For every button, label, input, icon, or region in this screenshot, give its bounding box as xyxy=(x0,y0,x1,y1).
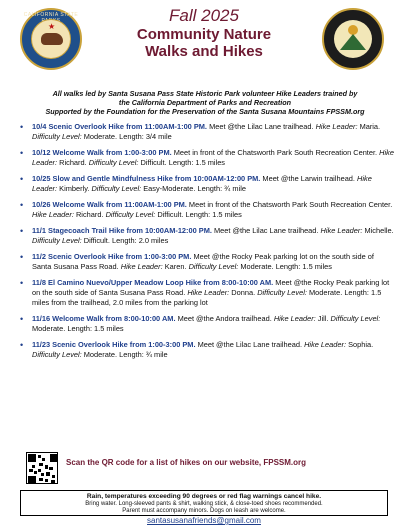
hike-difficulty-label: Difficulty Level: xyxy=(330,314,381,323)
intro-text: All walks led by Santa Susana Pass State Historic Park volunteer Hike Leaders trained by the California Department of Parks and Recreation Supported by the Foundation for the Preservation of the Santa Susana Mountains FPSSM.org xyxy=(45,89,365,117)
hike-title: 10/26 Welcome Walk from 11:00AM-1:00 PM. xyxy=(32,200,187,209)
hike-difficulty: Easy-Moderate. xyxy=(143,184,196,193)
hike-leader: Maria. xyxy=(359,122,381,131)
hike-length: Length: 1.5 miles xyxy=(275,262,332,271)
qr-module xyxy=(50,454,58,462)
qr-module xyxy=(32,465,35,468)
hike-title: 10/25 Slow and Gentle Mindfulness Hike from 10:00AM-12:00 PM. xyxy=(32,174,261,183)
hike-difficulty: Moderate. xyxy=(83,350,118,359)
qr-module xyxy=(39,478,43,481)
hike-difficulty: Difficult. xyxy=(157,210,184,219)
hike-title: 11/8 El Camino Nuevo/Upper Meadow Loop Hike from 8:00-10:00 AM. xyxy=(32,278,274,287)
hike-difficulty-label: Difficulty Level: xyxy=(32,350,82,359)
hike-title: 11/2 Scenic Overlook Hike from 1:00-3:00 PM. xyxy=(32,252,192,261)
hike-difficulty-label: Difficulty Level: xyxy=(88,158,139,167)
hike-list xyxy=(18,122,394,360)
qr-module xyxy=(28,454,36,462)
qr-code[interactable] xyxy=(26,452,58,484)
hike-length: Length: 3/4 mile xyxy=(119,132,172,141)
qr-caption: Scan the QR code for a list of hikes on our website, FPSSM.org xyxy=(66,458,307,467)
hike-length: Length: ¾ mile xyxy=(119,350,168,359)
hike-leader: Karen. xyxy=(164,262,187,271)
hike-meeting-place: Meet in front of the Chatsworth Park South Recreation Center. xyxy=(173,148,378,157)
qr-module xyxy=(46,472,50,476)
hike-leader: Kimberly. xyxy=(59,184,90,193)
hike-item xyxy=(18,252,394,272)
bear-icon xyxy=(41,33,63,45)
california-state-parks-logo: CALIFORNIA STATE ★ xyxy=(20,8,82,70)
footer-recommendation: Bring water. Long-sleeved pants & shirt, walking stick, & close-toed shoes recommended. xyxy=(85,501,323,507)
hike-meeting-place: Meet @the Rocky Peak parking lot on the south side of Santa Susana Pass Road. xyxy=(32,278,390,297)
qr-module xyxy=(39,463,43,466)
hike-leader: Donna. xyxy=(231,288,256,297)
footer-policy: Parent must accompany minors. Dogs on leash are welcome. xyxy=(122,508,286,515)
qr-module xyxy=(41,473,44,476)
star-icon: ★ xyxy=(48,22,56,31)
hike-title: 10/12 Welcome Walk from 1:00-3:00 PM. xyxy=(32,148,172,157)
hike-difficulty: Moderate. xyxy=(83,132,118,141)
hike-leader: Richard. xyxy=(75,210,104,219)
hike-length: Length: 1.5 miles from the trailhead, 2.0 miles from the parking lot xyxy=(32,288,382,307)
qr-module xyxy=(38,455,41,458)
qr-module xyxy=(34,471,37,474)
hike-leader-label: Hike Leader: xyxy=(32,210,74,219)
hike-length: Length: 1.5 miles xyxy=(185,210,242,219)
hike-leader-label: Hike Leader: xyxy=(32,148,394,167)
hike-difficulty: Moderate. xyxy=(308,288,343,297)
hike-length: Length: 2.0 miles xyxy=(111,236,169,245)
hike-title: 11/1 Stagecoach Trail Hike from 10:00AM-12:00 PM. xyxy=(32,226,212,235)
hike-leader: Jill. xyxy=(317,314,329,323)
hike-title: 11/16 Welcome Walk from 8:00-10:00 AM. xyxy=(32,314,176,323)
qr-module xyxy=(29,469,33,472)
hike-length: Length: ¾ mile xyxy=(197,184,246,193)
hike-length: Length: 1.5 miles xyxy=(67,324,124,333)
hike-difficulty-label: Difficulty Level: xyxy=(32,132,82,141)
hike-length: Length: 1.5 miles xyxy=(168,158,226,167)
hike-difficulty: Difficult. xyxy=(140,158,167,167)
fpssm-foundation-logo xyxy=(322,8,384,70)
main-title-line1: Community Nature xyxy=(136,26,272,43)
hike-item xyxy=(18,174,394,194)
hike-leader-label: Hike Leader: xyxy=(32,174,372,193)
hike-item xyxy=(18,278,394,308)
hike-item xyxy=(18,148,394,168)
hike-meeting-place: Meet @the Andora trailhead. xyxy=(177,314,272,323)
hike-leader-label: Hike Leader: xyxy=(320,226,363,235)
hike-meeting-place: Meet @the Lilac Lane trailhead. xyxy=(213,226,319,235)
hike-difficulty: Difficult. xyxy=(83,236,110,245)
qr-module xyxy=(42,458,45,461)
hike-leader-label: Hike Leader: xyxy=(273,314,316,323)
mountain-icon xyxy=(340,34,366,50)
hike-title: 10/4 Scenic Overlook Hike from 11:00AM-1:00 PM. xyxy=(32,122,207,131)
qr-module xyxy=(51,480,55,483)
hike-item xyxy=(18,226,394,246)
hike-difficulty-label: Difficulty Level: xyxy=(188,262,239,271)
hike-leader-label: Hike Leader: xyxy=(120,262,163,271)
hike-difficulty: Moderate. xyxy=(240,262,274,271)
qr-module xyxy=(49,467,53,470)
qr-module xyxy=(52,475,55,478)
footer-warning: Rain, temperatures exceeding 90 degrees or red flag warnings cancel hike. xyxy=(86,493,322,500)
hike-item xyxy=(18,314,394,334)
hike-item xyxy=(18,122,394,142)
hike-leader: Sophia. xyxy=(348,340,374,349)
hike-leader-label: Hike Leader: xyxy=(304,340,346,349)
hike-leader: Richard. xyxy=(59,158,87,167)
season-title: Fall 2025 xyxy=(169,6,239,25)
hike-title: 11/23 Scenic Overlook Hike from 1:00-3:00 PM. xyxy=(32,340,196,349)
hike-meeting-place: Meet @the Lilac Lane trailhead. xyxy=(197,340,303,349)
hike-item xyxy=(18,340,394,360)
hike-leader-label: Hike Leader: xyxy=(187,288,230,297)
title-block xyxy=(95,6,313,60)
hike-leader-label: Hike Leader: xyxy=(315,122,358,131)
hike-meeting-place: Meet @the Lilac Lane trailhead. xyxy=(209,122,314,131)
qr-module xyxy=(28,476,36,484)
hike-leader: Michelle. xyxy=(364,226,394,235)
qr-module xyxy=(38,469,41,472)
hike-item xyxy=(18,200,394,220)
hike-difficulty: Moderate. xyxy=(32,324,66,333)
contact-email-link[interactable]: santasusanafriends@gmail.com xyxy=(147,516,261,525)
flyer-header xyxy=(0,0,408,88)
hike-difficulty-label: Difficulty Level: xyxy=(91,184,142,193)
qr-module xyxy=(45,465,48,469)
qr-module xyxy=(45,479,48,482)
footer-notice xyxy=(20,490,388,516)
hike-meeting-place: Meet @the Larwin trailhead. xyxy=(262,174,355,183)
hike-meeting-place: Meet @the Rocky Peak parking lot on the south side of Santa Susana Pass Road. xyxy=(32,252,374,271)
hike-meeting-place: Meet in front of the Chatsworth Park South Recreation Center. xyxy=(188,200,393,209)
hike-difficulty-label: Difficulty Level: xyxy=(257,288,307,297)
main-title-line2: Walks and Hikes xyxy=(145,43,263,60)
hike-difficulty-label: Difficulty Level: xyxy=(32,236,82,245)
hike-difficulty-label: Difficulty Level: xyxy=(105,210,156,219)
